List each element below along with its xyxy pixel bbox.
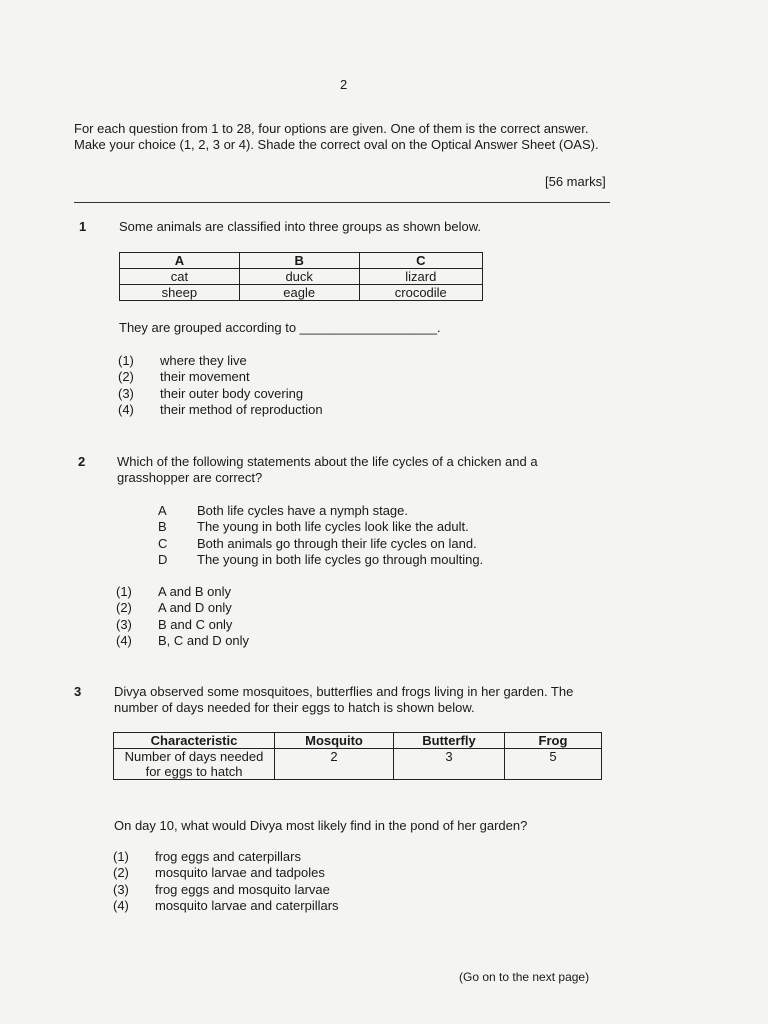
option <box>116 633 249 649</box>
q1-table <box>119 252 483 301</box>
q3-text: Divya observed some mosquitoes, butterflies and frogs living in her garden. The number of days needed for their eggs to hatch is shown below. <box>114 684 574 715</box>
q3-table <box>113 732 602 780</box>
option-text: A and B only <box>158 584 231 599</box>
table-cell: sheep <box>120 285 240 301</box>
table-cell: crocodile <box>359 285 482 301</box>
table-cell: lizard <box>359 269 482 285</box>
option <box>118 353 323 369</box>
option <box>116 584 249 600</box>
option-label: (2) <box>118 369 134 385</box>
option-text: frog eggs and caterpillars <box>155 849 301 864</box>
table-cell: eagle <box>239 285 359 301</box>
table-row <box>114 749 602 780</box>
option-label: (2) <box>113 865 129 881</box>
table-cell: duck <box>239 269 359 285</box>
divider <box>74 202 610 203</box>
q2-number: 2 <box>78 454 86 469</box>
statement-label: C <box>158 535 168 551</box>
table-row <box>120 285 483 301</box>
option-text: where they live <box>160 353 247 368</box>
option-text: their method of reproduction <box>160 401 323 417</box>
option-text: A and D only <box>158 600 232 616</box>
page-number: 2 <box>340 77 348 92</box>
option-label: (3) <box>116 616 132 632</box>
statement-text: Both animals go through their life cycles on land. <box>197 535 477 551</box>
option-label: (3) <box>113 881 129 897</box>
table-row <box>120 269 483 285</box>
statement-label: D <box>158 551 168 567</box>
q3-number: 3 <box>74 684 82 699</box>
option-label: (4) <box>118 401 134 417</box>
option-label: (4) <box>113 897 129 913</box>
option <box>118 402 323 418</box>
option-label: (3) <box>118 385 134 401</box>
option-label: (1) <box>113 849 129 864</box>
table-row-label: Number of days needed for eggs to hatch <box>114 749 275 780</box>
q2-text: Which of the following statements about the life cycles of a chicken and a grasshopper are correct? <box>117 454 538 485</box>
statement-text: The young in both life cycles go through moulting. <box>197 551 484 567</box>
q3-options <box>113 849 339 914</box>
option-text: B and C only <box>158 616 233 632</box>
table-header: Frog <box>505 733 602 749</box>
statement <box>158 519 483 535</box>
option <box>116 617 249 633</box>
statement <box>158 536 483 552</box>
table-cell: cat <box>120 269 240 285</box>
q1-options <box>118 353 323 418</box>
total-marks: [56 marks] <box>545 174 606 189</box>
q1-number: 1 <box>79 219 87 234</box>
table-header: A <box>120 253 240 269</box>
statement <box>158 552 483 568</box>
footer-next-page: (Go on to the next page) <box>459 970 590 984</box>
statement-label: B <box>158 519 167 535</box>
table-header-row <box>114 733 602 749</box>
q2-statements <box>158 503 483 568</box>
table-header: Butterfly <box>394 733 505 749</box>
option <box>113 865 339 881</box>
option-label: (4) <box>116 632 132 648</box>
table-header: Characteristic <box>114 733 275 749</box>
option-label: (1) <box>116 584 132 599</box>
option <box>118 369 323 385</box>
option-text: their outer body covering <box>160 385 304 401</box>
table-cell: 3 <box>394 749 505 780</box>
instructions: For each question from 1 to 28, four options are given. One of them is the correct answer. Make your choice (1, 2, 3 or 4). Shade the correct oval on the Optical Answer Sheet (OAS). <box>74 121 599 152</box>
option-text: B, C and D only <box>158 632 250 648</box>
table-header-row <box>120 253 483 269</box>
table-header: B <box>239 253 359 269</box>
table-cell: 5 <box>505 749 602 780</box>
q1-prompt: They are grouped according to ___________________. <box>119 320 441 335</box>
option <box>116 600 249 616</box>
option-label: (2) <box>116 600 132 616</box>
q1-text: Some animals are classified into three groups as shown below. <box>119 219 482 234</box>
option <box>118 386 323 402</box>
table-cell: 2 <box>275 749 394 780</box>
q2-options <box>116 584 249 649</box>
option-text: mosquito larvae and tadpoles <box>155 865 325 881</box>
option <box>113 849 339 865</box>
option-text: their movement <box>160 369 250 385</box>
option <box>113 898 339 914</box>
statement-text: The young in both life cycles look like the adult. <box>197 519 469 535</box>
option-text: frog eggs and mosquito larvae <box>155 881 330 897</box>
option-label: (1) <box>118 353 134 368</box>
table-header: Mosquito <box>275 733 394 749</box>
option <box>113 882 339 898</box>
statement <box>158 503 483 519</box>
q3-prompt: On day 10, what would Divya most likely find in the pond of her garden? <box>114 818 528 833</box>
statement-label: A <box>158 503 167 518</box>
option-text: mosquito larvae and caterpillars <box>155 897 339 913</box>
table-header: C <box>359 253 482 269</box>
statement-text: Both life cycles have a nymph stage. <box>197 503 409 518</box>
